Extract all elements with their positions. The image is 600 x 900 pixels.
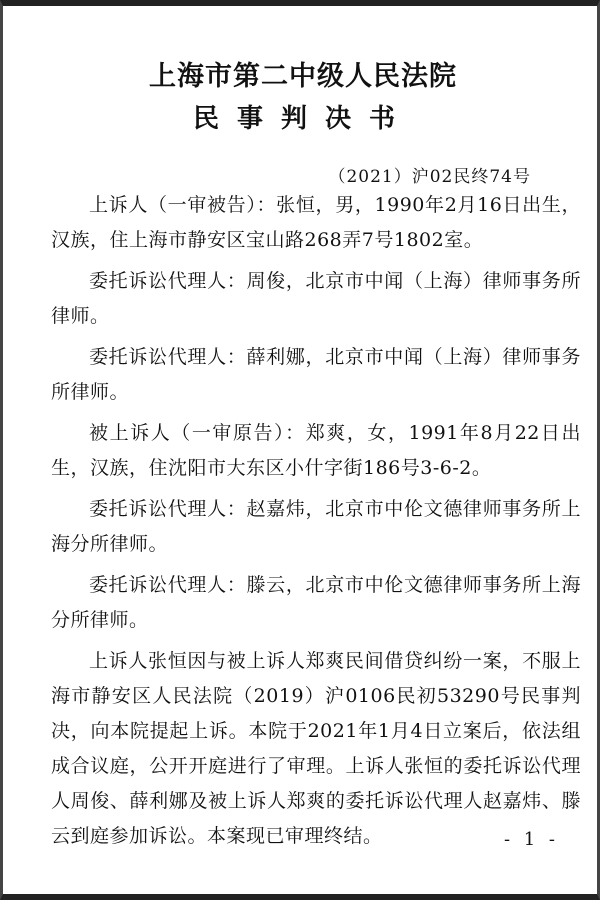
- paragraph-case-summary: 上诉人张恒因与被上诉人郑爽民间借贷纠纷一案，不服上海市静安区人民法院（2019）沪0106民初53290号民事判决，向本院提起上诉。本院于2021年1月4日立案后，依法组成合议庭，公开开庭进行了审理。上诉人张恒的委托诉讼代理人周俊、薛利娜及被上诉人郑爽的委托诉讼代理人赵嘉炜、滕云到庭参加诉讼。本案现已审理终结。: [51, 650, 581, 847]
- paragraph-appellee: 被上诉人（一审原告）：郑爽，女，1991年8月22日出生，汉族，住沈阳市大东区小什字街186号3-6-2。: [51, 422, 581, 479]
- case-number: （2021）沪02民终74号: [328, 167, 531, 187]
- document-type: 民事判决书: [192, 104, 413, 134]
- paragraph-appellee-agent-1: 委托诉讼代理人：赵嘉炜，北京市中伦文德律师事务所上海分所律师。: [51, 498, 581, 555]
- paragraph-appellant-agent-2: 委托诉讼代理人：薛利娜，北京市中闻（上海）律师事务所律师。: [51, 346, 581, 403]
- document-body: [51, 188, 581, 860]
- page-number: - 1 -: [503, 829, 559, 850]
- paragraph-appellant: 上诉人（一审被告）：张恒，男，1990年2月16日出生，汉族，住上海市静安区宝山路268弄7号1802室。: [51, 194, 581, 251]
- court-name: 上海市第二中级人民法院: [149, 61, 457, 92]
- paragraph-appellant-agent-1: 委托诉讼代理人：周俊，北京市中闻（上海）律师事务所律师。: [51, 270, 581, 327]
- paragraph-appellee-agent-2: 委托诉讼代理人：滕云，北京市中伦文德律师事务所上海分所律师。: [51, 574, 581, 631]
